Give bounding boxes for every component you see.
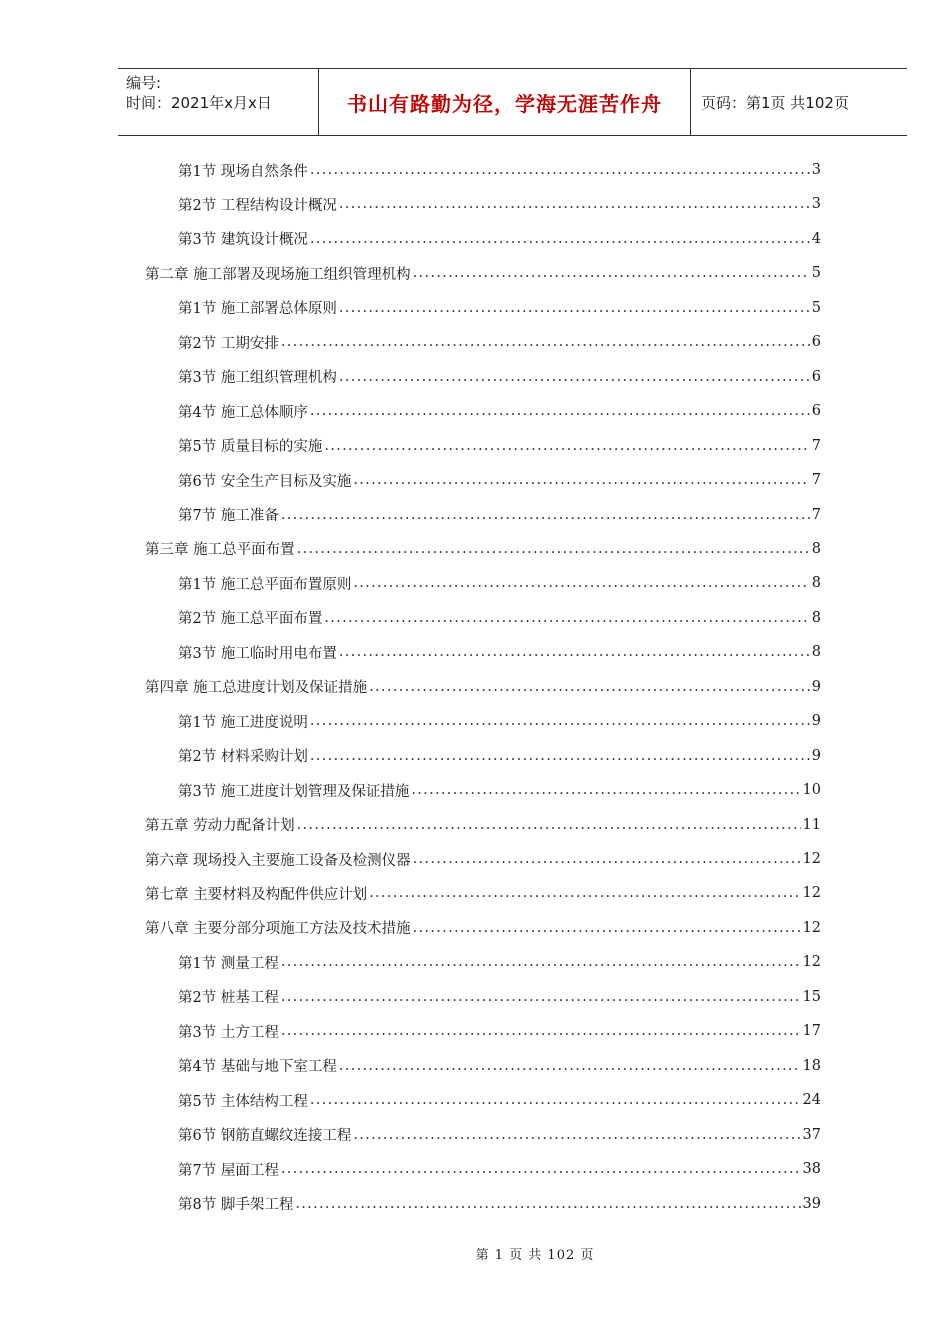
toc-entry-title: 第3节 施工组织管理机构 bbox=[178, 370, 337, 387]
toc-entry-title: 第2节 施工总平面布置 bbox=[178, 611, 323, 628]
toc-entry-page: 11 bbox=[802, 816, 821, 833]
toc-section-entry[interactable] bbox=[178, 566, 821, 600]
toc-dot-leader bbox=[324, 438, 809, 454]
toc-entry-page: 38 bbox=[802, 1161, 821, 1178]
toc-entry-title: 第五章 劳动力配备计划 bbox=[145, 818, 295, 835]
toc-section-entry[interactable] bbox=[178, 739, 821, 773]
toc-entry-page: 12 bbox=[802, 954, 821, 971]
toc-entry-title: 第3节 土方工程 bbox=[178, 1024, 279, 1041]
toc-dot-leader bbox=[310, 748, 810, 764]
toc-entry-title: 第1节 施工进度说明 bbox=[178, 714, 308, 731]
toc-dot-leader bbox=[339, 196, 810, 212]
toc-entry-title: 第5节 质量目标的实施 bbox=[178, 439, 323, 456]
toc-entry-page: 6 bbox=[811, 403, 821, 420]
toc-entry-title: 第7节 施工准备 bbox=[178, 508, 279, 524]
toc-entry-page: 3 bbox=[811, 162, 821, 178]
toc-entry-title: 第6节 钢筋直螺纹连接工程 bbox=[178, 1128, 352, 1145]
toc-entry-page: 18 bbox=[802, 1057, 821, 1074]
toc-section-entry[interactable] bbox=[178, 153, 821, 187]
toc-entry-page: 7 bbox=[811, 437, 821, 454]
toc-entry-title: 第8节 脚手架工程 bbox=[178, 1197, 294, 1213]
toc-entry-page: 4 bbox=[811, 230, 821, 247]
toc-dot-leader bbox=[281, 954, 801, 970]
toc-chapter-entry[interactable] bbox=[145, 876, 821, 910]
toc-entry-title: 第3节 建筑设计概况 bbox=[178, 232, 308, 249]
toc-dot-leader bbox=[369, 679, 810, 695]
toc-section-entry[interactable] bbox=[178, 1049, 821, 1083]
toc-entry-title: 第1节 测量工程 bbox=[178, 955, 279, 972]
number-label: 编号: bbox=[126, 74, 162, 92]
toc-dot-leader bbox=[281, 334, 810, 350]
toc-section-entry[interactable] bbox=[178, 429, 821, 463]
toc-entry-title: 第5节 主体结构工程 bbox=[178, 1093, 308, 1110]
toc-section-entry[interactable] bbox=[178, 1152, 821, 1186]
toc-entry-title: 第三章 施工总平面布置 bbox=[145, 542, 295, 559]
toc-entry-title: 第1节 现场自然条件 bbox=[178, 163, 308, 180]
toc-entry-page: 8 bbox=[811, 575, 821, 592]
toc-dot-leader bbox=[353, 472, 809, 488]
time-label: 时间：2021年x月x日 bbox=[126, 94, 272, 112]
toc-entry-page: 17 bbox=[802, 1023, 821, 1040]
header-motto-cell bbox=[318, 69, 691, 135]
toc-dot-leader bbox=[369, 885, 800, 901]
toc-entry-page: 12 bbox=[802, 851, 821, 867]
toc-entry-title: 第2节 材料采购计划 bbox=[178, 749, 308, 766]
toc-entry-page: 9 bbox=[811, 747, 821, 764]
toc-chapter-entry[interactable] bbox=[145, 842, 821, 876]
toc-entry-page: 8 bbox=[811, 540, 821, 557]
toc-entry-page: 5 bbox=[811, 265, 821, 282]
toc-entry-title: 第八章 主要分部分项施工方法及技术措施 bbox=[145, 921, 411, 938]
toc-entry-title: 第1节 施工总平面布置原则 bbox=[178, 576, 352, 593]
toc-dot-leader bbox=[339, 369, 810, 385]
toc-dot-leader bbox=[413, 265, 810, 281]
toc-dot-leader bbox=[310, 162, 810, 178]
toc-entry-page: 8 bbox=[811, 609, 821, 626]
toc-entry-page: 10 bbox=[802, 782, 821, 799]
page-header bbox=[118, 68, 907, 136]
toc-section-entry[interactable] bbox=[178, 773, 821, 807]
toc-chapter-entry[interactable] bbox=[145, 911, 821, 945]
toc-dot-leader bbox=[339, 300, 810, 316]
toc-entry-page: 9 bbox=[811, 678, 821, 695]
toc-entry-title: 第六章 现场投入主要施工设备及检测仪器 bbox=[145, 852, 411, 869]
header-page-info bbox=[691, 69, 907, 135]
toc-entry-title: 第7节 屋面工程 bbox=[178, 1162, 279, 1179]
toc-entry-title: 第2节 工期安排 bbox=[178, 335, 279, 352]
toc-entry-page: 12 bbox=[802, 919, 821, 936]
toc-section-entry[interactable] bbox=[178, 360, 821, 394]
motto-text: 书山有路勤为径，学海无涯苦作舟 bbox=[347, 91, 662, 116]
toc-dot-leader bbox=[297, 541, 810, 557]
toc-entry-page: 7 bbox=[811, 472, 821, 489]
toc-entry-title: 第1节 施工部署总体原则 bbox=[178, 301, 337, 318]
toc-section-entry[interactable] bbox=[178, 394, 821, 428]
toc-entry-page: 15 bbox=[802, 988, 821, 1005]
toc-dot-leader bbox=[353, 1127, 800, 1143]
toc-entry-page: 3 bbox=[811, 196, 821, 213]
toc-section-entry[interactable] bbox=[178, 704, 821, 738]
toc-entry-title: 第4节 基础与地下室工程 bbox=[178, 1059, 337, 1076]
toc-entry-page: 37 bbox=[802, 1126, 821, 1143]
toc-entry-title: 第6节 安全生产目标及实施 bbox=[178, 473, 352, 490]
toc-chapter-entry[interactable] bbox=[145, 256, 821, 290]
toc-dot-leader bbox=[281, 989, 801, 1005]
toc-section-entry[interactable] bbox=[178, 222, 821, 256]
toc-dot-leader bbox=[339, 1058, 801, 1074]
toc-dot-leader bbox=[281, 507, 810, 523]
toc-section-entry[interactable] bbox=[178, 1083, 821, 1117]
toc-section-entry[interactable] bbox=[178, 980, 821, 1014]
toc-entry-page: 6 bbox=[811, 368, 821, 385]
toc-chapter-entry[interactable] bbox=[145, 532, 821, 566]
toc-dot-leader bbox=[413, 851, 801, 867]
toc-entry-title: 第2节 工程结构设计概况 bbox=[178, 197, 337, 214]
toc-dot-leader bbox=[413, 920, 801, 936]
toc-dot-leader bbox=[310, 403, 810, 419]
toc-entry-title: 第3节 施工临时用电布置 bbox=[178, 645, 337, 662]
toc-entry-page: 24 bbox=[802, 1092, 821, 1109]
toc-entry-page: 12 bbox=[802, 885, 821, 902]
toc-entry-title: 第二章 施工部署及现场施工组织管理机构 bbox=[145, 266, 411, 283]
toc-entry-page: 8 bbox=[811, 644, 821, 661]
toc-entry-title: 第四章 施工总进度计划及保证措施 bbox=[145, 680, 368, 697]
toc-entry-title: 第七章 主要材料及构配件供应计划 bbox=[145, 886, 368, 903]
toc-entry-page: 7 bbox=[811, 506, 821, 523]
toc-section-entry[interactable] bbox=[178, 1118, 821, 1152]
toc-dot-leader bbox=[297, 817, 801, 833]
page-footer bbox=[0, 1244, 950, 1263]
toc-entry-page: 9 bbox=[811, 713, 821, 730]
toc-dot-leader bbox=[310, 713, 810, 729]
toc-section-entry[interactable] bbox=[178, 601, 821, 635]
toc-section-entry[interactable] bbox=[178, 635, 821, 669]
toc-section-entry[interactable] bbox=[178, 325, 821, 359]
page-info-text: 页码：第1页 共102页 bbox=[701, 93, 849, 112]
toc-dot-leader bbox=[281, 1023, 801, 1039]
toc-section-entry[interactable] bbox=[178, 1187, 821, 1221]
toc-dot-leader bbox=[339, 644, 810, 660]
toc-chapter-entry[interactable] bbox=[145, 808, 821, 842]
toc-section-entry[interactable] bbox=[178, 463, 821, 497]
toc-entry-title: 第2节 桩基工程 bbox=[178, 990, 279, 1007]
toc-dot-leader bbox=[353, 575, 809, 591]
toc-chapter-entry[interactable] bbox=[145, 670, 821, 704]
toc-dot-leader bbox=[295, 1196, 800, 1212]
toc-entry-page: 39 bbox=[802, 1195, 821, 1212]
toc-entry-title: 第3节 施工进度计划管理及保证措施 bbox=[178, 783, 410, 800]
toc-section-entry[interactable] bbox=[178, 187, 821, 221]
toc-entry-page: 5 bbox=[811, 299, 821, 316]
toc-section-entry[interactable] bbox=[178, 945, 821, 979]
toc-section-entry[interactable] bbox=[178, 498, 821, 532]
toc-dot-leader bbox=[310, 231, 810, 247]
footer-page-number: 第 1 页 共 102 页 bbox=[475, 1248, 595, 1263]
toc-dot-leader bbox=[324, 610, 809, 626]
toc-section-entry[interactable] bbox=[178, 291, 821, 325]
toc-entry-title: 第4节 施工总体顺序 bbox=[178, 404, 308, 421]
toc-section-entry[interactable] bbox=[178, 1014, 821, 1048]
header-meta bbox=[118, 69, 318, 135]
toc-entry-page: 6 bbox=[811, 334, 821, 351]
toc-dot-leader bbox=[411, 782, 800, 798]
toc-dot-leader bbox=[310, 1092, 801, 1108]
toc-dot-leader bbox=[281, 1161, 801, 1177]
